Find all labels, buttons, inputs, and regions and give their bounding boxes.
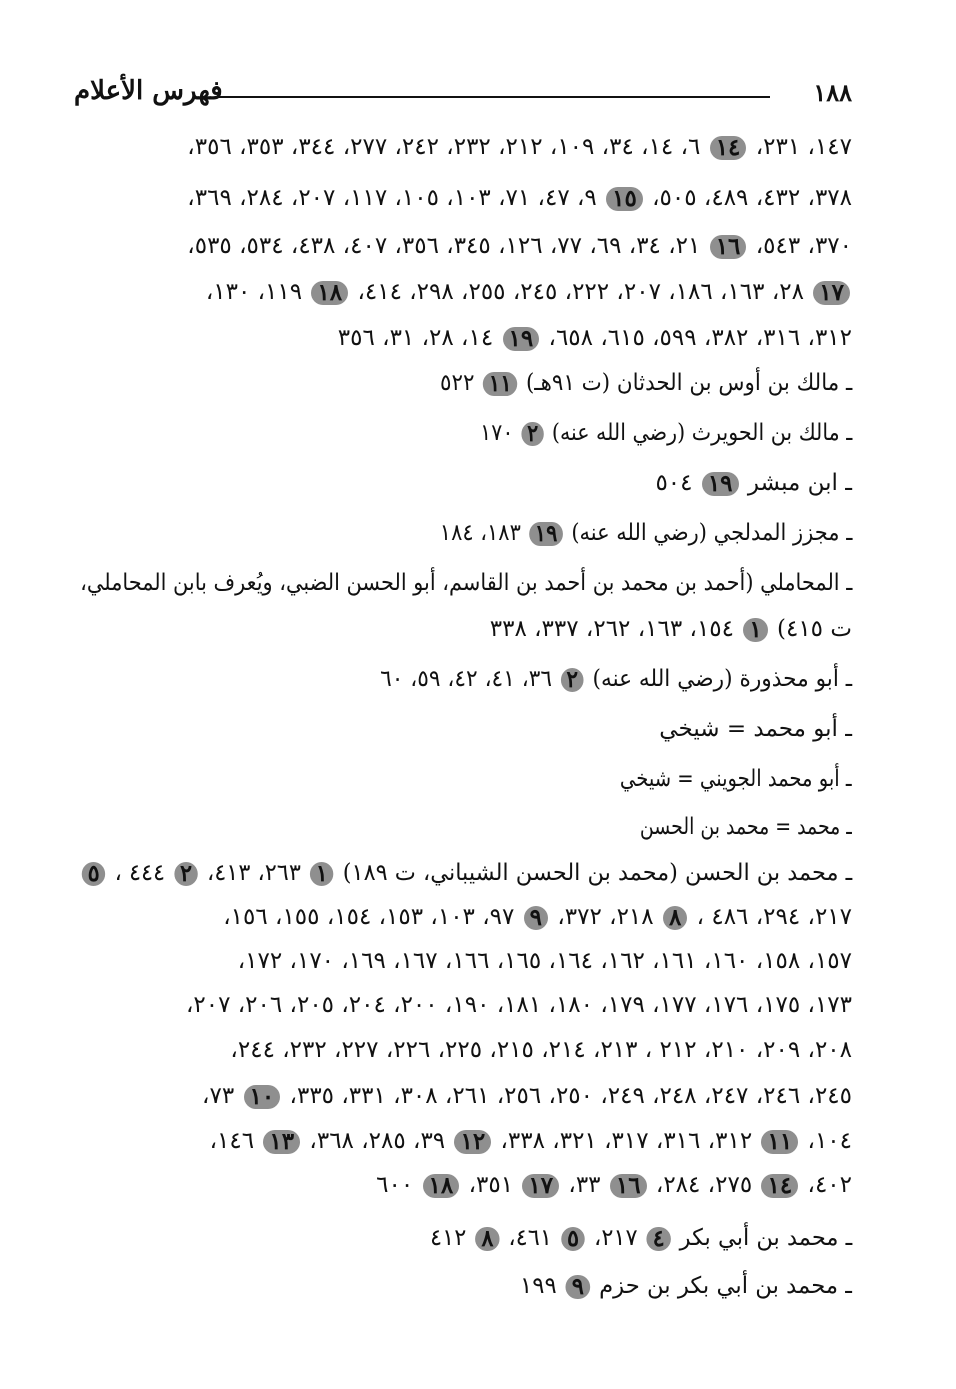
index-line [430,1218,852,1258]
index-line [80,563,852,603]
index-text: ١٧٣، ١٧٥، ١٧٦، ١٧٧، ١٧٩، ١٨٠، ١٨١، ١٩٠، ٢٠٠، ٢٠٤، ٢٠٥، ٢٠٦، ٢٠٧، [185,992,852,1018]
index-line [230,1030,852,1070]
volume-badge: ١٣ [263,1130,300,1154]
index-text: ٢٧٥، ٢٨٤، [648,1172,760,1198]
index-text: ـ أبو محمد الجويني = شيخي [620,766,852,792]
index-text: ١٤٧، ٢٣١، [748,134,852,160]
index-line [640,807,852,847]
index-text: ـ ابن مبشر [740,470,852,496]
index-line [80,853,852,893]
index-line [187,178,852,218]
index-text: ٣٣، [561,1172,608,1198]
index-line [659,709,852,749]
index-text: ـ أبو محذورة (رضي الله عنه) [585,666,852,692]
index-text: ٢١٧، [586,1225,645,1251]
volume-badge: ٥ [82,862,106,886]
index-text: ٤٦١، [501,1225,559,1251]
index-text: ١٨٣، ١٨٤ [439,520,528,546]
index-text: ٥٠٤ [655,470,700,496]
volume-badge: ١٩ [529,522,562,546]
volume-badge: ١١ [761,1130,798,1154]
index-text: ١٤، ٢٨، ٣١، ٣٥٦ [337,325,501,351]
index-line [490,609,852,649]
volume-badge: ١٠ [244,1085,281,1109]
index-line [206,272,852,312]
index-line [186,985,852,1025]
index-text: ٩٧، ١٠٣، ١٥٣، ١٥٤، ١٥٥، ١٥٦، [223,904,522,930]
index-line [187,226,852,266]
index-text: ٢٨، ١٦٣، ١٨٦، ٢٠٧، ٢٢٢، ٢٤٥، ٢٥٥، ٢٩٨، ٤١٤، [350,279,812,305]
index-text: ١٠٤، [800,1128,852,1154]
index-text: ٢٠٨، ٢٠٩، ٢١٠، ٢١٢ ، ٢١٣، ٢١٤، ٢١٥، ٢٢٥، ٢٢٦، ٢٢٧، ٢٣٢، ٢٤٤، [230,1037,852,1063]
index-text: ت ٤١٥) [769,616,852,642]
volume-badge: ٤ [647,1227,671,1251]
volume-badge: ١١ [483,372,517,396]
index-text: ـ مجزز المدلجي (رضي الله عنه) [564,520,852,546]
index-text: ٢٦٣، ٤١٣، [199,860,308,886]
volume-badge: ١٩ [503,327,540,351]
index-text: ـ المحاملي (أحمد بن محمد بن أحمد بن القاسم، أبو الحسن الضبي، ويُعرف بابن المحاملي، [79,570,852,596]
index-text: ١٩٩ [520,1273,564,1299]
index-text: ٧٣، [202,1083,242,1109]
volume-badge: ١٢ [454,1130,491,1154]
index-line [210,1121,852,1161]
index-text: ١٧٠ [479,420,520,446]
index-text: ٣٥١، [461,1172,521,1198]
volume-badge: ١٩ [702,472,739,496]
volume-badge: ٨ [663,906,687,930]
index-text: ـ مالك بن الحويرث (رضي الله عنه) [545,420,852,446]
index-text: ـ محمد بن أبي بكر [672,1225,852,1251]
index-line [520,1266,852,1306]
index-line [238,941,852,981]
index-line [480,413,852,453]
index-text: ـ محمد = محمد بن الحسن [640,814,852,840]
volume-badge: ١٨ [423,1174,460,1198]
index-text: ـ محمد بن أبي بكر بن حزم [591,1273,852,1299]
volume-badge: ١٧ [813,281,850,305]
index-text: ـ مالك بن أوس بن الحدثان (ت ٩١هـ) [518,370,852,396]
index-text: ١٤٦، [209,1128,262,1154]
volume-badge: ٩ [566,1275,590,1299]
volume-badge: ١٦ [710,235,747,259]
volume-badge: ١ [743,618,767,642]
volume-badge: ١٨ [311,281,348,305]
volume-badge: ٢ [521,422,543,446]
index-text: ٦٠٠ [376,1172,421,1198]
index-text: ـ محمد بن الحسن (محمد بن الحسن الشيباني، ت ١٨٩) [335,860,852,886]
volume-badge: ١٤ [761,1174,798,1198]
volume-badge: ١ [310,862,334,886]
index-line [187,127,852,167]
index-text: ٢١٨، ٣٧٢، [550,904,661,930]
index-line [439,513,852,553]
index-text: ١١٩، ١٣٠، [205,279,310,305]
volume-badge: ٢ [561,668,584,692]
volume-badge: ٥ [561,1227,585,1251]
index-text: ٣١٢، ٣١٦، ٣١٧، ٣٢١، ٣٣٨، [493,1128,760,1154]
index-title: فهرس الأعلام [74,76,223,106]
volume-badge: ١٥ [606,187,643,211]
index-text: ٤١٢ [429,1225,474,1251]
page-number: ١٨٨ [813,78,852,107]
index-text: ١٥٤، ١٦٣، ٢٦٢، ٣٣٧، ٣٣٨ [489,616,742,642]
volume-badge: ٩ [524,906,548,930]
index-line [223,897,852,937]
index-line [202,1076,852,1116]
volume-badge: ١٧ [522,1174,559,1198]
volume-badge: ١٦ [610,1174,647,1198]
index-text: ٢٤٥، ٢٤٦، ٢٤٧، ٢٤٨، ٢٤٩، ٢٥٠، ٢٥٦، ٢٦١، ٣٠٨، ٣٣١، ٣٣٥، [282,1083,852,1109]
index-text: ١٥٧، ١٥٨، ١٦٠، ١٦١، ١٦٢، ١٦٤، ١٦٥، ١٦٦، ١٦٧، ١٦٩، ١٧٠، ١٧٢، [237,948,852,974]
index-text: ٤٤٤ ، [107,860,173,886]
index-line [338,318,852,358]
index-text: ٦، ١٤، ٣٤، ١٠٩، ٢١٢، ٢٣٢، ٢٤٢، ٢٧٧، ٣٤٤، ٣٥٣، ٣٥٦، [187,134,708,160]
index-text: ٤٠٢، [800,1172,852,1198]
volume-badge: ٨ [475,1227,499,1251]
index-text: ٣٩، ٢٨٥، ٣٦٨، [302,1128,453,1154]
index-text: ٢١، ٣٤، ٦٩، ٧٧، ١٢٦، ٣٤٥، ٣٥٦، ٤٠٧، ٤٣٨، ٥٣٤، ٥٣٥، [187,233,708,259]
index-line [620,759,852,799]
index-text: ٢١٧، ٢٩٤، ٤٨٦ ، [689,904,852,930]
index-text: ٣٧٠، ٥٤٣، [748,233,852,259]
index-text: ٣١٢، ٣١٦، ٣٨٢، ٥٩٩، ٦١٥، ٦٥٨، [541,325,852,351]
index-text: ٣٧٨، ٤٣٢، ٤٨٩، ٥٠٥، [644,185,852,211]
volume-badge: ٢ [174,862,198,886]
index-line [655,463,852,503]
index-text: ٥٢٢ [439,370,482,396]
index-text: ـ أبو محمد = شيخي [659,716,852,742]
index-text: ٩، ٤٧، ٧١، ١٠٣، ١٠٥، ١١٧، ٢٠٧، ٢٨٤، ٣٦٩، [187,185,605,211]
index-line [380,659,852,699]
index-line [376,1165,852,1205]
index-line [440,363,852,403]
volume-badge: ١٤ [710,136,747,160]
index-text: ٣٦، ٤١، ٤٢، ٥٩، ٦٠ [379,666,559,692]
